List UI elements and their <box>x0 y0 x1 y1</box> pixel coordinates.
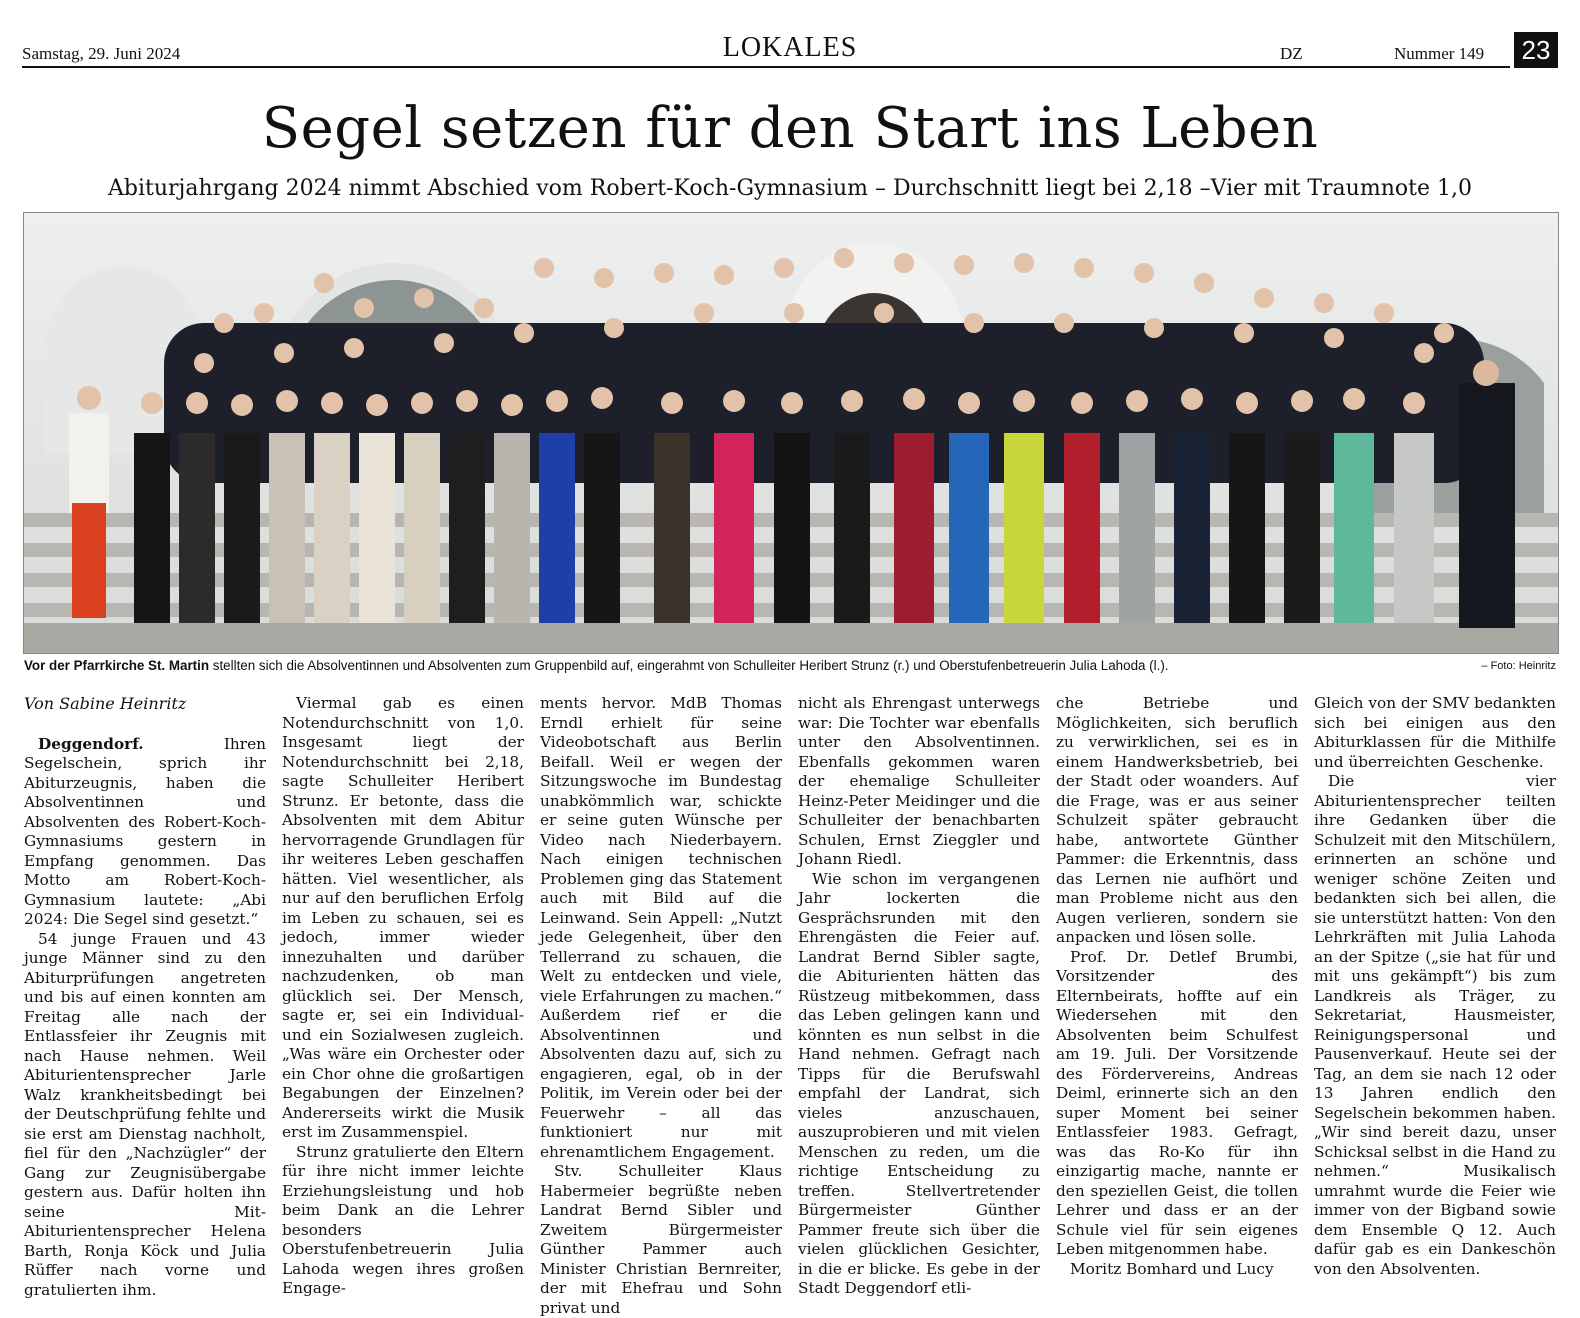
paper-abbrev: DZ <box>1280 44 1303 63</box>
issue-date: Samstag, 29. Juni 2024 <box>22 44 181 63</box>
article-column-2 <box>282 694 524 1299</box>
masthead <box>22 32 1558 68</box>
article-column-1 <box>24 694 266 1300</box>
paragraph: ments hervor. MdB Thomas Erndl erhielt für seine Videobotschaft aus Berlin Beifall. Weil er wegen der Sitzungswoche im Bundestag unabkömmlich war, schickte er seine guten Wünsche per Video nach Niederbayern. Nach einigen technischen Problemen ging das Statement auch mit Bild auf die Leinwand. Sein Appell: „Nutzt jede Gelegenheit, über den Tellerrand zu schauen, die Welt zu entdecken und viele, viele Erfahrungen zu machen.“ Außerdem rief er die Absolventinnen und Absolventen dazu auf, sich zu engagieren, egal, ob in der Politik, im Verein oder bei der Feuerwehr – all das funktioniert nur mit ehrenamtlichem Engagement. <box>540 694 782 1161</box>
dateline: Deggendorf. <box>38 734 144 753</box>
paragraph: nicht als Ehrengast unterwegs war: Die Tochter war ebenfalls unter den Absolventinnen. Ebenfalls gekommen waren der ehemalige Schulleiter Heinz-Peter Meidinger und die Schulleiter der benachbarten Schulen, Ernst Zieggler und Johann Riedl. <box>798 694 1040 868</box>
group-photo <box>23 212 1559 654</box>
paragraph: Ihren Segelschein, sprich ihr Abiturzeugnis, haben die Absolventinnen und Absolventen des Robert-Koch-Gymnasiums gestern in Empfang genommen. Das Motto am Robert-Koch-Gymnasium lautete: „Abi 2024: Die Segel sind gesetzt.“ <box>24 734 266 928</box>
caption-lead: Vor der Pfarrkirche St. Martin <box>24 658 210 673</box>
paragraph: Die vier Abiturientensprecher teilten ihre Gedanken über die Schulzeit mit den Mitschülern, erinnerten an schöne und weniger schöne Zeiten und bedankten sich bei allen, die sie unterstützt hatten: Von den Lehrkräften mit Julia Lahoda an der Spitze („sie hat für und mit uns gekämpft“) bis zum Landkreis als Träger, zu Sekretariat, Hausmeister, Reinigungspersonal und Pausenverkauf. Heute sei der Tag, an dem sie nach 12 oder 13 Jahren endlich den Segelschein bekommen haben. „Wir sind bereit dazu, unser Schicksal selbst in die Hand zu nehmen.“ Musikalisch umrahmt wurde die Feier wie immer von der Bigband sowie dem Ensemble Q 12. Auch dafür gab es ein Dankeschön von den Absolventen. <box>1314 772 1556 1278</box>
paragraph: che Betriebe und Möglichkeiten, sich beruflich zu verwirklichen, sei es in einem Handwerksbetrieb, bei der Stadt oder woanders. Auf die Frage, was er aus seiner Schulzeit später gebraucht habe, antwortete Günther Pammer: die Erkenntnis, dass das Lernen nie aufhört und man Probleme nicht aus den Augen verlieren, sondern sie anpacken und lösen solle. <box>1056 694 1298 946</box>
article-column-4 <box>798 694 1040 1299</box>
byline: Von Sabine Heinritz <box>24 694 187 713</box>
paragraph: Prof. Dr. Detlef Brumbi, Vorsitzender des Elternbeirats, hoffte auf ein Wiedersehen mit den Absolventen beim Schulfest am 19. Juli. Der Vorsitzende des Fördervereins, Andreas Deiml, erinnerte sich an den super Moment bei seiner Entlassfeier 1983. Gefragt, was das Ro-Ko für ihn einzigartig mache, nannte er den speziellen Geist, die tollen Lehrer und dass er an der Schule viel für sein eigenes Leben mitgenommen habe. <box>1056 947 1298 1258</box>
article-column-6 <box>1314 694 1556 1279</box>
paragraph: Gleich von der SMV bedankten sich bei einigen aus den Abiturklassen für die Mithilfe und überreichten Geschenke. <box>1314 694 1556 771</box>
paragraph: Strunz gratulierte den Eltern für ihre nicht immer leichte Erziehungsleistung und hob beim Dank an die Lehrer besonders Oberstufenbetreuerin Julia Lahoda wegen ihres großen Engage- <box>282 1142 524 1297</box>
paragraph: Viermal gab es einen Notendurchschnitt von 1,0. Insgesamt liegt der Notendurchschnitt bei 2,18, sagte Schulleiter Heribert Strunz. Er betonte, dass die Absolventen mit dem Abitur hervorragende Grundlagen für ihr weiteres Leben geschaffen hätten. Viel wesentlicher, als nur auf den beruflichen Erfolg im Leben zu schauen, sei es jedoch, immer wieder innezuhalten und darüber nachzudenken, ob man glücklich sei. Der Mensch, sagte er, sei ein Individual- und ein Sozialwesen zugleich. „Was wäre ein Orchester oder ein Chor ohne die großartigen Begabungen der Einzelnen? Andererseits wirkt die Musik erst im Zusammenspiel. <box>282 694 524 1141</box>
subheadline: Abiturjahrgang 2024 nimmt Abschied vom Robert-Koch-Gymnasium – Durchschnitt liegt bei 2,18 –Vier mit Traumnote 1,0 <box>108 176 1472 201</box>
article-column-5 <box>1056 694 1298 1279</box>
paragraph: Wie schon im vergangenen Jahr lockerten die Gesprächsrunden mit den Ehrengästen die Feier auf. Landrat Bernd Sibler sagte, die Abiturienten hätten das Rüstzeug mitbekommen, dass das Leben gelingen kann und könnten es nun selbst in die Hand nehmen. Gefragt nach Tipps für die Berufswahl empfahl der Landrat, sich vieles anzuschauen, auszuprobieren und mit vielen Menschen zu reden, um die richtige Entscheidung zu treffen. Stellvertretender Bürgermeister Günther Pammer freute sich über die vielen glücklichen Gesichter, in die er blicke. Es gebe in der Stadt Deggendorf etli- <box>798 869 1040 1297</box>
photo-caption <box>24 658 1554 673</box>
caption-text: stellten sich die Absolventinnen und Absolventen zum Gruppenbild auf, eingerahmt von Schulleiter Heribert Strunz (r.) und Oberstufenbetreuerin Julia Lahoda (l.). <box>209 658 1169 673</box>
photo-credit: – Foto: Heinritz <box>1481 660 1556 672</box>
headline: Segel setzen für den Start ins Leben <box>261 96 1319 161</box>
paragraph: Stv. Schulleiter Klaus Habermeier begrüßte neben Landrat Bernd Sibler und Zweitem Bürgermeister Günther Pammer auch Minister Christian Bernreiter, der mit Ehefrau und Sohn privat und <box>540 1162 782 1317</box>
article-column-3 <box>540 694 782 1318</box>
section-title: LOKALES <box>722 32 858 63</box>
page-number: 23 <box>1514 32 1558 68</box>
paragraph: Moritz Bomhard und Lucy <box>1070 1259 1274 1278</box>
masthead-rule <box>22 66 1510 68</box>
paragraph: 54 junge Frauen und 43 junge Männer sind zu den Abiturprüfungen angetreten und bis auf einen konnten am Freitag alle nach der Entlassfeier ihr Zeugnis mit nach Hause nehmen. Weil Abiturientensprecher Jarle Walz krankheitsbedingt bei der Deutschprüfung fehlte und sie erst am Dienstag nachholt, fiel für den „Nachzügler“ der Gang zur Zeugnisübergabe gestern aus. Dafür holten ihn seine Mit-Abiturientensprecher Helena Barth, Ronja Köck und Julia Rüffer nach vorne und gratulierten ihm. <box>24 929 266 1299</box>
issue-number: Nummer 149 <box>1394 44 1485 63</box>
